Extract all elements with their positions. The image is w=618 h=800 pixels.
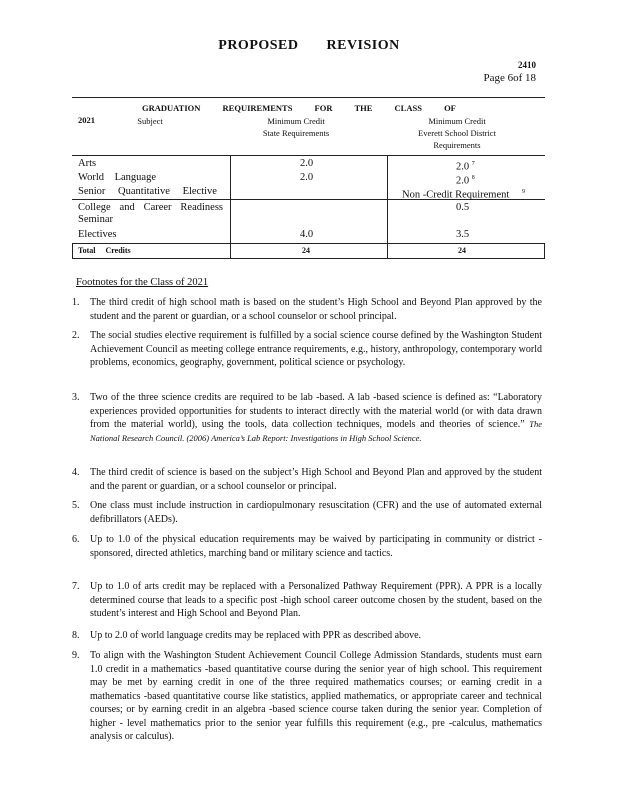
subject-header: Subject (137, 116, 163, 126)
table-header-rule (72, 155, 545, 156)
footnote-number: 4. (72, 467, 80, 478)
footnote-text-block (90, 391, 542, 445)
footnote-item (72, 296, 542, 324)
footnote-number: 1. (72, 297, 80, 308)
district-header-line1: Minimum Credit (428, 116, 486, 126)
row-state: 2.0 (300, 172, 314, 183)
table-vline-total-2 (387, 243, 388, 259)
row-district-note: 7 (471, 161, 475, 167)
row-district: 0.5 (456, 202, 470, 213)
row-district (402, 186, 525, 202)
footnote-item (72, 580, 542, 622)
district-header-line2: Everett School District (418, 128, 496, 138)
row-district-value: 2.0 (456, 161, 470, 173)
state-header (236, 115, 356, 139)
footnote-item (72, 649, 542, 761)
footnote-text: The third credit of high school math is based on the student’s High School and Beyond Plan approved by the student and the parent or guardian, or a school counselor or school principal. (90, 297, 542, 322)
row-district-note: 8 (471, 175, 475, 181)
footnote-item (72, 466, 542, 494)
row-district-value: Non -Credit Requirement (402, 189, 510, 201)
total-label: Total Credits (78, 246, 131, 255)
district-header-line3: Requirements (433, 140, 481, 150)
page-number: Page 6of 18 (483, 72, 536, 84)
row-subject: Senior Quantitative Elective (78, 186, 217, 197)
district-header (392, 115, 522, 151)
table-vline-total-1 (230, 243, 231, 259)
footnote-item (72, 391, 542, 461)
row-district: 3.5 (456, 229, 470, 240)
footnote-number: 2. (72, 330, 80, 341)
state-header-line2: State Requirements (262, 128, 330, 138)
table-top-rule (72, 97, 545, 98)
footnote-text: Up to 1.0 of the physical education requirements may be waived by participating in community or district -sponsored, directed athletics, marching band or military science and tactics. (90, 534, 542, 559)
row-subject: Electives (78, 229, 117, 240)
total-district: 24 (458, 246, 466, 255)
total-state: 24 (302, 246, 310, 255)
document-title: PROPOSED REVISION (218, 38, 400, 53)
footnotes-heading: Footnotes for the Class of 2021 (76, 277, 209, 288)
footnote-text: One class must include instruction in cardiopulmonary resuscitation (CFR) and the use of automated external defibrillators (AEDs). (90, 500, 542, 525)
footnote-number: 7. (72, 581, 80, 592)
row-district-value: 2.0 (456, 175, 470, 187)
row-subject: Arts (78, 158, 97, 169)
row-district-note: 9 (521, 189, 525, 195)
footnote-citation: The National Research Council. (2006) America’s Lab Report: Investigations in High School Science. (90, 419, 542, 443)
footnote-item (72, 329, 542, 385)
footnote-number: 8. (72, 630, 80, 641)
footnote-text: Up to 1.0 of arts credit may be replaced with a Personalized Pathway Requirement (PPR). A PPR is a locally determined course that leads to a specific post -high school career outcome chosen by the student, based on the student’s interest and High School and Beyond Plan. (90, 581, 542, 619)
footnote-text: The social studies elective requirement is fulfilled by a social science course defined by the Washington Student Achievement Council as meeting college entrance requirements, e.g., history, anthropology, contemporary world problems, economics, geography, government, political science or psychology. (90, 330, 542, 368)
footnote-number: 5. (72, 500, 80, 511)
footnote-text: Up to 2.0 of world language credits may be replaced with PPR as described above. (90, 630, 422, 641)
footnote-text: To align with the Washington Student Achievement Council College Admission Standards, students must earn 1.0 credit in a mathematics -based quantitative course during the senior year of high school. This requirement may be met by earning credit in one of the three required mathematics courses; or earning credit in a mathematics -based quantitative course like statistics, applied mathematics, or appropriate career and technical courses; or by earning credit in an algebra -based science course taken during the senior year. Completion of higher - level mathematics prior to the senior year fulfills this requirement (e.g., pre -calculus, mathematics analysis or calculus). (90, 650, 542, 742)
state-header-line1: Minimum Credit (267, 116, 325, 126)
row-state: 4.0 (300, 229, 314, 240)
footnote-number: 6. (72, 534, 80, 545)
row-state: 2.0 (300, 158, 314, 169)
header-graduation-title: GRADUATION REQUIREMENTS FOR THE CLASS OF 2021 (78, 103, 456, 125)
footnote-item (72, 533, 542, 575)
footnote-item (72, 629, 542, 643)
footnote-text: Two of the three science credits are required to be lab -based. A lab -based science is defined as: “Laboratory experiences provided opportunities for students to interact directly with the material world (or with data drawn from the material world), using the tools, data collection techniques, models and theories of science.” (90, 392, 542, 430)
footnote-item (72, 499, 542, 527)
row-subject: World Language (78, 172, 157, 183)
footnote-number: 9. (72, 650, 80, 661)
footnote-number: 3. (72, 392, 80, 403)
document-number: 2410 (518, 60, 536, 70)
footnote-text: The third credit of science is based on the subject’s High School and Beyond Plan and approved by the student and the parent or guardian, or a school counselor or principal. (90, 467, 542, 492)
row-subject: College and Career Readiness Seminar (78, 202, 223, 225)
